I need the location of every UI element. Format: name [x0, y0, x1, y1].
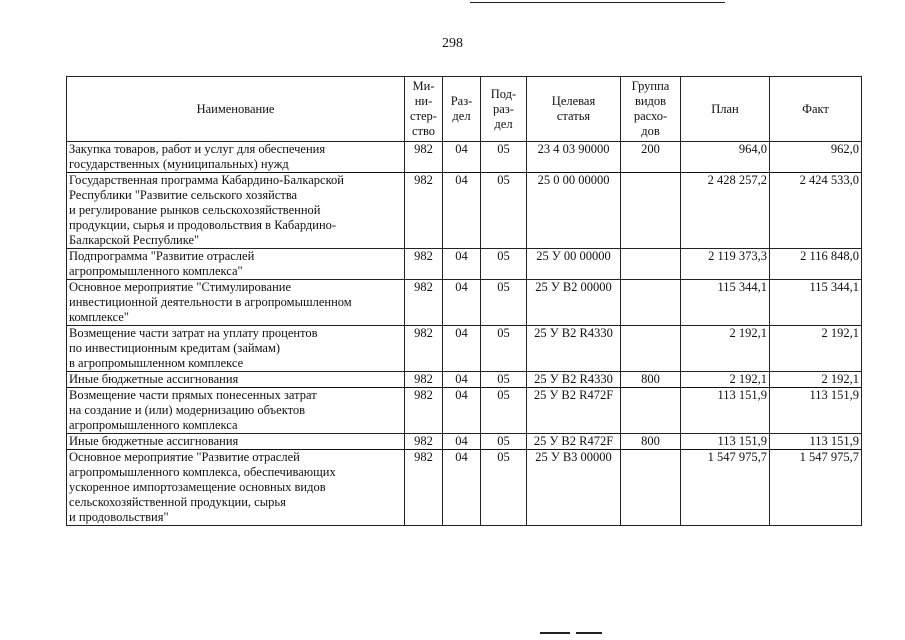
cell-fact: 1 547 975,7	[770, 450, 862, 526]
table-row	[67, 280, 862, 326]
cell-fact: 2 192,1	[770, 372, 862, 388]
cell-ministry: 982	[405, 249, 443, 280]
cell-plan: 1 547 975,7	[681, 450, 770, 526]
cell-fact: 2 424 533,0	[770, 173, 862, 249]
header-plan	[681, 77, 770, 142]
cell-subsection: 05	[481, 326, 527, 372]
table-row	[67, 372, 862, 388]
cell-subsection: 05	[481, 249, 527, 280]
cell-name: Иные бюджетные ассигнования	[67, 372, 405, 388]
cell-plan: 2 119 373,3	[681, 249, 770, 280]
header-expense-group-text: Группа видов расхо- дов	[631, 79, 670, 138]
cell-subsection: 05	[481, 142, 527, 173]
header-subsection-text: Под- раз- дел	[490, 86, 517, 131]
cell-plan: 113 151,9	[681, 388, 770, 434]
cell-name: Основное мероприятие "Развитие отраслей агропромышленного комплекса, обеспечивающих ускоренное импортозамещение основных видов сельскохозяйственной продукции, сырья и продовольствия"	[67, 450, 405, 526]
cell-target-article: 25 У 00 00000	[527, 249, 621, 280]
cell-fact: 113 151,9	[770, 434, 862, 450]
table-row	[67, 434, 862, 450]
cell-ministry: 982	[405, 280, 443, 326]
top-rule	[470, 2, 725, 3]
cell-ministry: 982	[405, 450, 443, 526]
cell-expense-group: 800	[621, 434, 681, 450]
header-fact-text: Факт	[802, 101, 829, 116]
header-name	[67, 77, 405, 142]
header-target-article-text: Целевая статья	[551, 94, 596, 123]
header-name-text: Наименование	[196, 101, 275, 116]
budget-table	[66, 76, 862, 526]
table-row	[67, 142, 862, 173]
header-subsection	[481, 77, 527, 142]
cell-section: 04	[443, 372, 481, 388]
cell-plan: 2 192,1	[681, 372, 770, 388]
header-expense-group	[621, 77, 681, 142]
cell-target-article: 25 У В2 R4330	[527, 372, 621, 388]
cell-plan: 115 344,1	[681, 280, 770, 326]
table-row	[67, 450, 862, 526]
table-body	[67, 142, 862, 526]
cell-expense-group: 200	[621, 142, 681, 173]
cell-expense-group: 800	[621, 372, 681, 388]
cell-fact: 2 192,1	[770, 326, 862, 372]
cell-expense-group	[621, 249, 681, 280]
cell-target-article: 25 У В2 R472F	[527, 434, 621, 450]
cell-name: Возмещение части затрат на уплату процентов по инвестиционным кредитам (займам) в агропромышленном комплексе	[67, 326, 405, 372]
table-header-row	[67, 77, 862, 142]
scan-mark-1	[540, 632, 570, 634]
header-fact	[770, 77, 862, 142]
cell-name: Подпрограмма "Развитие отраслей агропромышленного комплекса"	[67, 249, 405, 280]
cell-ministry: 982	[405, 372, 443, 388]
cell-subsection: 05	[481, 372, 527, 388]
cell-fact: 115 344,1	[770, 280, 862, 326]
cell-subsection: 05	[481, 450, 527, 526]
cell-section: 04	[443, 249, 481, 280]
cell-expense-group	[621, 388, 681, 434]
cell-name: Иные бюджетные ассигнования	[67, 434, 405, 450]
table-row	[67, 326, 862, 372]
cell-target-article: 25 У В2 00000	[527, 280, 621, 326]
cell-fact: 962,0	[770, 142, 862, 173]
scan-mark-2	[576, 632, 602, 634]
cell-ministry: 982	[405, 173, 443, 249]
cell-section: 04	[443, 450, 481, 526]
table-row	[67, 173, 862, 249]
cell-target-article: 25 У В2 R472F	[527, 388, 621, 434]
cell-fact: 113 151,9	[770, 388, 862, 434]
header-target-article	[527, 77, 621, 142]
cell-ministry: 982	[405, 388, 443, 434]
header-plan-text: План	[711, 101, 739, 116]
cell-fact: 2 116 848,0	[770, 249, 862, 280]
cell-target-article: 25 У В3 00000	[527, 450, 621, 526]
cell-name: Закупка товаров, работ и услуг для обеспечения государственных (муниципальных) нужд	[67, 142, 405, 173]
header-section	[443, 77, 481, 142]
cell-plan: 2 428 257,2	[681, 173, 770, 249]
header-section-text: Раз- дел	[450, 94, 473, 123]
cell-name: Государственная программа Кабардино-Балкарской Республики "Развитие сельского хозяйства и регулирование рынков сельскохозяйственной продукции, сырья и продовольствия в Кабардино- Балкарской Республике"	[67, 173, 405, 249]
page-number: 298	[442, 36, 463, 51]
cell-section: 04	[443, 280, 481, 326]
table-row	[67, 388, 862, 434]
cell-target-article: 25 0 00 00000	[527, 173, 621, 249]
cell-subsection: 05	[481, 280, 527, 326]
cell-name: Возмещение части прямых понесенных затрат на создание и (или) модернизацию объектов агропромышленного комплекса	[67, 388, 405, 434]
cell-expense-group	[621, 280, 681, 326]
cell-target-article: 23 4 03 90000	[527, 142, 621, 173]
cell-name: Основное мероприятие "Стимулирование инвестиционной деятельности в агропромышленном комплексе"	[67, 280, 405, 326]
cell-plan: 113 151,9	[681, 434, 770, 450]
header-ministry	[405, 77, 443, 142]
cell-section: 04	[443, 173, 481, 249]
cell-subsection: 05	[481, 388, 527, 434]
cell-plan: 2 192,1	[681, 326, 770, 372]
table-row	[67, 249, 862, 280]
cell-plan: 964,0	[681, 142, 770, 173]
cell-section: 04	[443, 326, 481, 372]
header-ministry-text: Ми- ни- стер- ство	[410, 79, 437, 138]
cell-ministry: 982	[405, 326, 443, 372]
cell-subsection: 05	[481, 434, 527, 450]
cell-subsection: 05	[481, 173, 527, 249]
cell-section: 04	[443, 388, 481, 434]
cell-ministry: 982	[405, 142, 443, 173]
cell-expense-group	[621, 326, 681, 372]
cell-target-article: 25 У В2 R4330	[527, 326, 621, 372]
cell-expense-group	[621, 173, 681, 249]
cell-expense-group	[621, 450, 681, 526]
cell-section: 04	[443, 142, 481, 173]
cell-ministry: 982	[405, 434, 443, 450]
cell-section: 04	[443, 434, 481, 450]
